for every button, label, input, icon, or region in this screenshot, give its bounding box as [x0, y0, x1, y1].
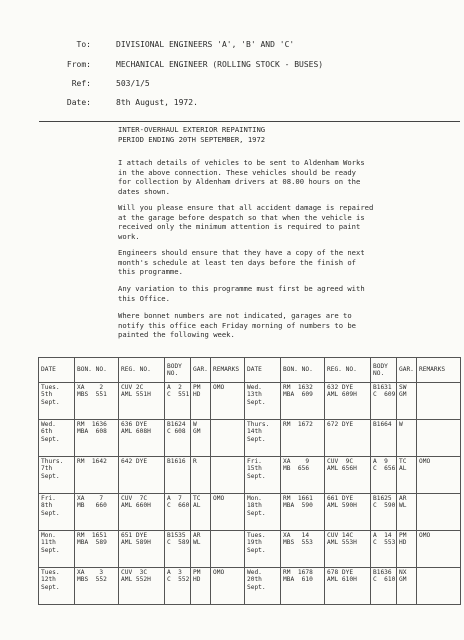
- table-cell: [211, 420, 245, 457]
- paragraph: [118, 248, 404, 277]
- table-cell: OMO: [211, 383, 245, 420]
- date-value: 8th August, 1972.: [116, 98, 198, 107]
- schedule-table: [38, 357, 461, 605]
- table-cell: CUV 3C AML 552H: [119, 568, 165, 605]
- table-cell: AR WL: [191, 531, 211, 568]
- paragraph-line: dates shown.: [118, 186, 170, 196]
- paragraph-line: in the above connection. These vehicles should be ready: [118, 167, 356, 177]
- col-header: REMARKS: [211, 358, 245, 383]
- col-header: BODY NO.: [165, 358, 191, 383]
- table-cell: 632 DYE AML 609H: [325, 383, 371, 420]
- col-header: DATE: [39, 358, 75, 383]
- col-header: REG. NO.: [119, 358, 165, 383]
- table-cell: 642 DYE: [119, 457, 165, 494]
- table-cell: [417, 568, 461, 605]
- table-cell: 661 DYE AML 590H: [325, 494, 371, 531]
- table-cell: Fri. 15th Sept.: [245, 457, 281, 494]
- date-label: Date:: [66, 98, 91, 107]
- table-cell: XA 3 MBS 552: [75, 568, 119, 605]
- table-cell: CUV 14C AML 553H: [325, 531, 371, 568]
- col-header: REMARKS: [417, 358, 461, 383]
- table-cell: PM HD: [191, 383, 211, 420]
- table-cell: [211, 457, 245, 494]
- table-row: [39, 494, 461, 531]
- table-cell: W: [397, 420, 417, 457]
- table-row: [39, 383, 461, 420]
- table-cell: RM 1672: [281, 420, 325, 457]
- to-label: To:: [76, 40, 91, 49]
- table-cell: A 7 C 660: [165, 494, 191, 531]
- table-cell: Thurs. 14th Sept.: [245, 420, 281, 457]
- col-header: REG. NO.: [325, 358, 371, 383]
- table-cell: XA 7 MB 660: [75, 494, 119, 531]
- table-cell: B1535 C 589: [165, 531, 191, 568]
- table-cell: NX GM: [397, 568, 417, 605]
- col-header: BON. NO.: [75, 358, 119, 383]
- table-cell: Fri. 8th Sept.: [39, 494, 75, 531]
- table-cell: A 2 C 551: [165, 383, 191, 420]
- table-cell: A 3 C 552: [165, 568, 191, 605]
- table-row: [39, 568, 461, 605]
- table-cell: [417, 494, 461, 531]
- paragraph: [118, 158, 404, 196]
- table-body: [39, 383, 461, 605]
- subject-heading: [118, 125, 265, 145]
- header-divider: [39, 121, 460, 122]
- table-cell: [417, 420, 461, 457]
- table-cell: CUV 2C AML 551H: [119, 383, 165, 420]
- col-header: BON. NO.: [281, 358, 325, 383]
- ref-label: Ref:: [71, 79, 91, 88]
- table-cell: RM 1632 MBA 609: [281, 383, 325, 420]
- table-cell: B1624 C 608: [165, 420, 191, 457]
- table-cell: A 9 C 656: [371, 457, 397, 494]
- subject-line-1: INTER-OVERHAUL EXTERIOR REPAINTING: [118, 125, 266, 134]
- table-cell: RM 1651 MBA 589: [75, 531, 119, 568]
- table-cell: CUV 9C AML 656H: [325, 457, 371, 494]
- table-cell: Mon. 11th Sept.: [39, 531, 75, 568]
- table-cell: B1625 C 590: [371, 494, 397, 531]
- col-header: BODY NO.: [371, 358, 397, 383]
- paragraph-line: work.: [118, 231, 140, 241]
- col-header: GAR.: [397, 358, 417, 383]
- table-cell: AR WL: [397, 494, 417, 531]
- to-value: DIVISIONAL ENGINEERS 'A', 'B' AND 'C': [116, 40, 295, 49]
- paragraph-line: I attach details of vehicles to be sent to Aldenham Works: [118, 158, 365, 167]
- table-cell: PM HD: [397, 531, 417, 568]
- table-cell: PM HD: [191, 568, 211, 605]
- table-cell: TC AL: [191, 494, 211, 531]
- table-cell: 672 DYE: [325, 420, 371, 457]
- table-cell: 678 DYE AML 610H: [325, 568, 371, 605]
- ref-value: 503/1/5: [116, 79, 150, 88]
- col-header: GAR.: [191, 358, 211, 383]
- paragraph-line: Where bonnet numbers are not indicated, garages are to: [118, 311, 352, 320]
- table-cell: A 14 C 553: [371, 531, 397, 568]
- table-cell: Mon. 18th Sept.: [245, 494, 281, 531]
- table-cell: [211, 531, 245, 568]
- table-cell: B1636 C 610: [371, 568, 397, 605]
- table-cell: XA 2 MBS 551: [75, 383, 119, 420]
- table-cell: OMO: [417, 457, 461, 494]
- table-cell: 651 DYE AML 589H: [119, 531, 165, 568]
- table-cell: Wed. 13th Sept.: [245, 383, 281, 420]
- paragraph-line: notify this office each Friday morning of numbers to be: [118, 320, 356, 330]
- paragraph: [118, 284, 404, 303]
- table-cell: OMO: [211, 494, 245, 531]
- col-header: DATE: [245, 358, 281, 383]
- table-cell: [417, 383, 461, 420]
- paragraph: [118, 311, 404, 340]
- table-cell: RM 1636 MBA 608: [75, 420, 119, 457]
- table-cell: SW GM: [397, 383, 417, 420]
- table-cell: Tues. 12th Sept.: [39, 568, 75, 605]
- paragraph-line: Engineers should ensure that they have a copy of the next: [118, 248, 365, 257]
- table-header-row: [39, 358, 461, 383]
- paragraph: [118, 203, 404, 241]
- from-label: From:: [66, 60, 91, 69]
- table-cell: RM 1661 MBA 590: [281, 494, 325, 531]
- table-cell: XA 9 MB 656: [281, 457, 325, 494]
- table-cell: Wed. 20th Sept.: [245, 568, 281, 605]
- table-cell: RM 1642: [75, 457, 119, 494]
- paragraph-line: this programme.: [118, 267, 183, 277]
- paragraph-line: received only the minimum attention is required to paint: [118, 222, 361, 232]
- table-cell: OMO: [211, 568, 245, 605]
- table-cell: B1631 C 609: [371, 383, 397, 420]
- table-cell: B1664: [371, 420, 397, 457]
- paragraph-line: Any variation to this programme must first be agreed with: [118, 284, 365, 293]
- paragraph-line: this Office.: [118, 293, 170, 303]
- table-row: [39, 457, 461, 494]
- table-cell: RM 1678 MBA 610: [281, 568, 325, 605]
- table-cell: Thurs. 7th Sept.: [39, 457, 75, 494]
- table-row: [39, 420, 461, 457]
- from-value: MECHANICAL ENGINEER (ROLLING STOCK - BUSES): [116, 60, 324, 69]
- table-row: [39, 531, 461, 568]
- paragraph-line: for collection by Aldenham drivers at 08.00 hours on the: [118, 177, 361, 187]
- subject-line-2: PERIOD ENDING 20TH SEPTEMBER, 1972: [118, 135, 266, 144]
- table-cell: OMO: [417, 531, 461, 568]
- table-cell: W GM: [191, 420, 211, 457]
- table-cell: XA 14 MBS 553: [281, 531, 325, 568]
- table-cell: CUV 7C AML 660H: [119, 494, 165, 531]
- table-cell: Tues. 5th Sept.: [39, 383, 75, 420]
- paragraph-line: Will you please ensure that all accident damage is repaired: [118, 203, 374, 212]
- paragraph-line: at the garage before despatch so that when the vehicle is: [118, 212, 365, 222]
- table-cell: Tues. 19th Sept.: [245, 531, 281, 568]
- paragraph-line: month's schedule at least ten days before the finish of: [118, 257, 356, 267]
- paragraph-line: painted the following week.: [118, 330, 235, 340]
- table-cell: R: [191, 457, 211, 494]
- table-cell: TC AL: [397, 457, 417, 494]
- table-cell: B1616: [165, 457, 191, 494]
- table-cell: 636 DYE AML 608H: [119, 420, 165, 457]
- table-cell: Wed. 6th Sept.: [39, 420, 75, 457]
